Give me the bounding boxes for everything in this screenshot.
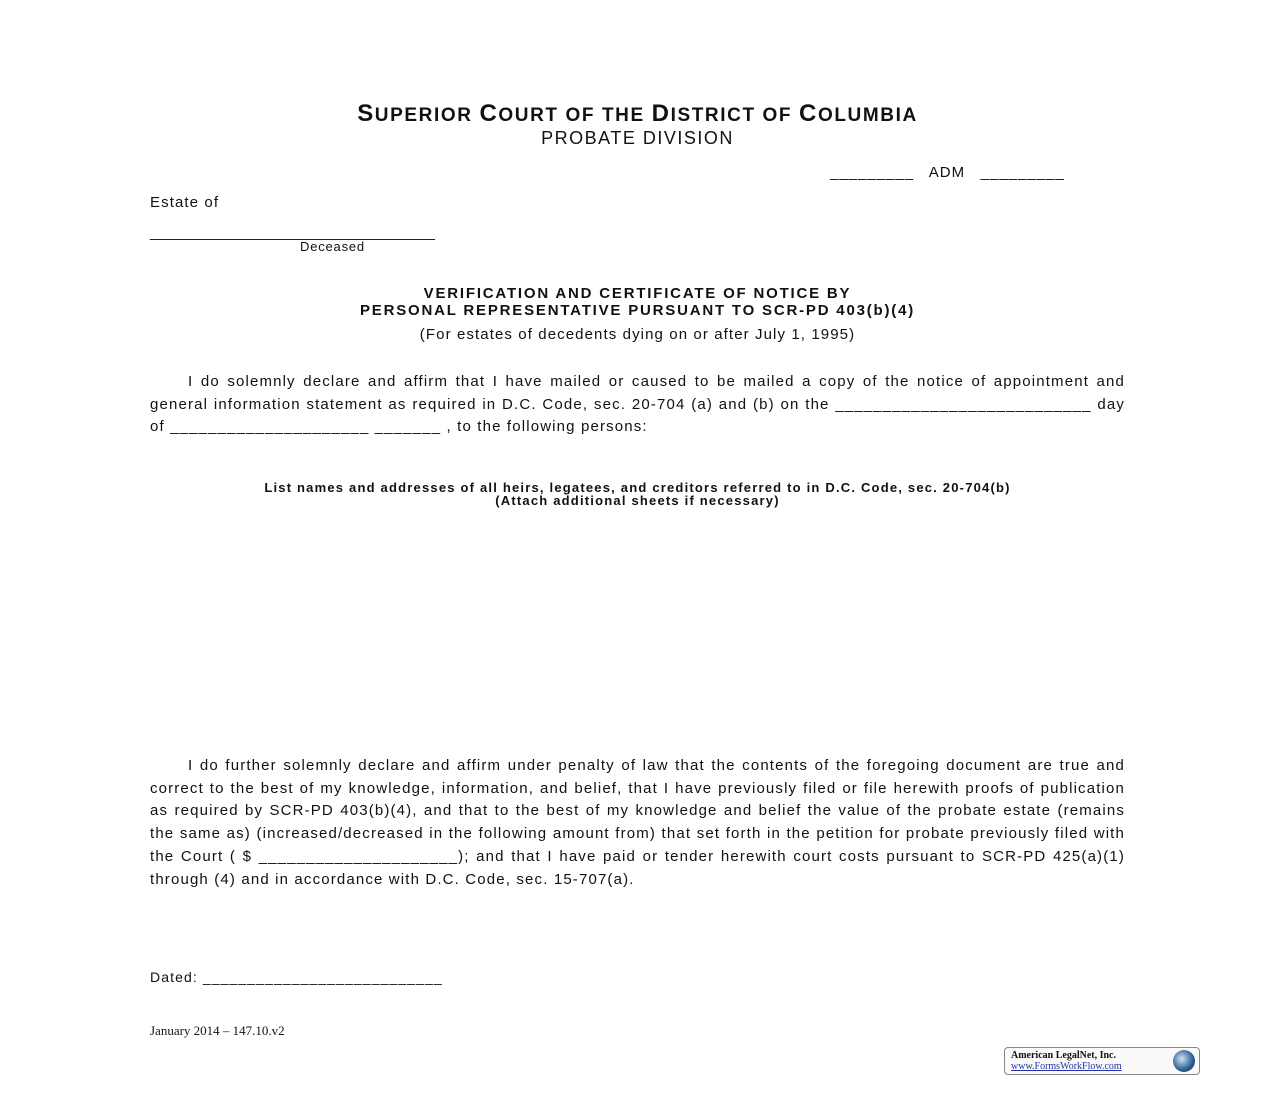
court-title <box>0 100 1275 128</box>
title-part: OURT OF THE <box>498 105 652 126</box>
dated-blank[interactable]: ___________________________ <box>202 969 443 985</box>
deceased-label: Deceased <box>300 239 365 254</box>
case-number <box>830 164 1065 181</box>
legalnet-logo[interactable] <box>1004 1047 1200 1075</box>
title-part: C <box>799 100 818 127</box>
form-title-line1: VERIFICATION AND CERTIFICATE OF NOTICE BY <box>423 285 852 302</box>
notice-text: I do solemnly declare and affirm that I have mailed or caused to be mailed a copy of the notice of appointment and general information statement as required in D.C. Code, sec. 20-704 (a) and (b) on the ___________________________ day of _____________________ _______ , to the following persons: <box>150 373 1125 436</box>
dated-field <box>150 969 443 985</box>
affirmation-text: I do further solemnly declare and affirm under penalty of law that the contents of the foregoing document are true and correct to the best of my knowledge, information, and belief, that I have previously filed or file herewith proofs of publication as required by SCR-PD 403(b)(4), and that to the best of my knowledge and belief the value of the probate estate (remains the same as) (increased/decreased in the following amount from) that set forth in the petition for probate previously filed with the Court ( $ _____________________); and that I have paid or tender herewith court costs pursuant to SCR-PD 425(a)(1) through (4) and in accordance with D.C. Code, sec. 15-707(a). <box>150 757 1125 888</box>
title-part: S <box>357 100 375 127</box>
form-title-line2: PERSONAL REPRESENTATIVE PURSUANT TO SCR-PD 403(b)(4) <box>359 302 916 319</box>
list-instructions-line1: List names and addresses of all heirs, legatees, and creditors referred to in D.C. Code, sec. 20-704(b) <box>264 480 1011 495</box>
title-part: D <box>651 100 671 127</box>
case-blank-left[interactable]: _________ <box>830 164 915 181</box>
title-part: C <box>479 100 499 127</box>
logo-url[interactable]: www.FormsWorkFlow.com <box>1011 1061 1122 1072</box>
form-version: January 2014 – 147.10.v2 <box>150 1023 285 1038</box>
case-blank-right[interactable]: _________ <box>980 164 1065 181</box>
title-part: OLUMBIA <box>817 105 918 126</box>
globe-icon <box>1173 1050 1195 1072</box>
affirmation-paragraph <box>150 755 1125 891</box>
estate-label: Estate of <box>150 194 220 211</box>
title-part: ISTRICT OF <box>670 105 800 126</box>
title-part: UPERIOR <box>374 105 480 126</box>
list-instructions-line2: (Attach additional sheets if necessary) <box>495 493 780 508</box>
form-title-note: (For estates of decedents dying on or after July 1, 1995) <box>419 326 856 343</box>
notice-paragraph <box>150 371 1125 439</box>
division-title: PROBATE DIVISION <box>541 128 734 148</box>
estate-name-blank[interactable]: _________________________________ <box>150 224 436 241</box>
adm-label: ADM <box>928 164 966 181</box>
persons-list-area[interactable] <box>150 520 1125 740</box>
logo-name: American LegalNet, Inc. <box>1011 1050 1116 1061</box>
dated-label: Dated: <box>150 969 198 985</box>
